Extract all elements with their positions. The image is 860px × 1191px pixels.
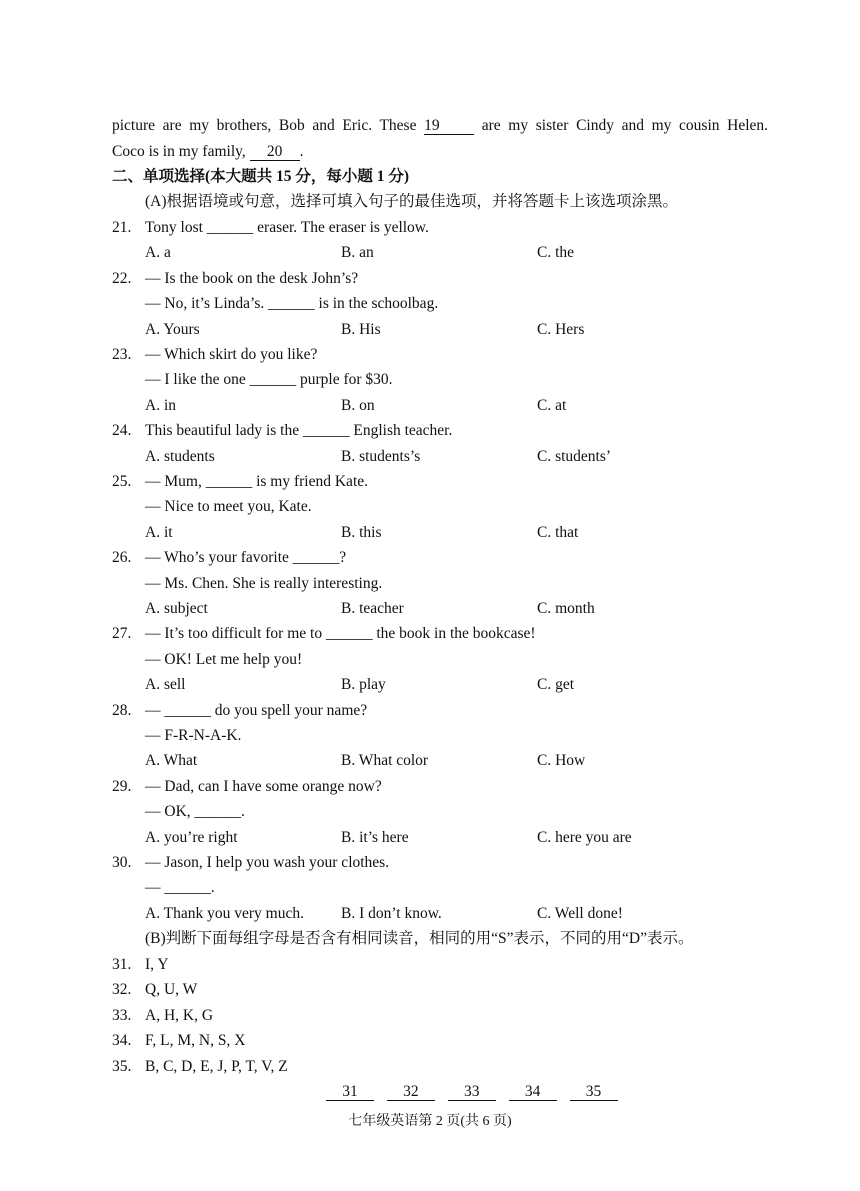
option-a: A. subject	[145, 600, 208, 617]
option-a: A. What	[145, 752, 198, 770]
option-c: C. Well done!	[537, 904, 623, 922]
option-c: C. here you are	[537, 828, 632, 846]
option-a: A. in	[145, 396, 176, 414]
letter-question-number: 32.	[112, 981, 132, 999]
option-b: B. teacher	[341, 600, 404, 617]
question-text: — ______.	[145, 879, 215, 897]
option-b: B. it’s here	[341, 828, 409, 846]
part-b-instruction: (B)判断下面每组字母是否含有相同读音，相同的用“S”表示，不同的用“D”表示。	[145, 930, 694, 947]
question-text: — OK! Let me help you!	[145, 650, 303, 668]
option-c: C. Hers	[537, 320, 585, 338]
answer-blank-35: 35	[570, 1083, 618, 1101]
question-text: — F-R-N-A-K.	[145, 727, 242, 744]
option-b: B. I don’t know.	[341, 904, 442, 922]
question-text: This beautiful lady is the ______ English teacher.	[145, 422, 453, 440]
answer-blank-20: 20	[250, 143, 300, 161]
letter-group: B, C, D, E, J, P, T, V, Z	[145, 1057, 288, 1075]
question-text: — Nice to meet you, Kate.	[145, 498, 312, 516]
question-number: 26.	[112, 549, 132, 567]
option-a: A. you’re right	[145, 828, 238, 846]
option-b: B. play	[341, 676, 386, 694]
passage-text: are my sister Cindy and my cousin Helen.	[481, 117, 769, 134]
option-a: A. it	[145, 523, 173, 541]
letter-group: F, L, M, N, S, X	[145, 1032, 246, 1050]
option-c: C. How	[537, 752, 586, 770]
answer-blank-32: 32	[387, 1083, 435, 1101]
option-b: B. students’s	[341, 447, 421, 465]
question-number: 22.	[112, 269, 132, 287]
option-a: A. Thank you very much.	[145, 904, 304, 922]
passage-line-1	[112, 116, 768, 136]
question-text: — OK, ______.	[145, 803, 245, 821]
question-number: 27.	[112, 625, 132, 643]
option-b: B. an	[341, 244, 374, 262]
option-b: B. on	[341, 396, 375, 414]
letter-group: I, Y	[145, 956, 169, 973]
question-text: — Mum, ______ is my friend Kate.	[145, 473, 369, 490]
question-number: 25.	[112, 473, 132, 490]
question-text: — Ms. Chen. She is really interesting.	[145, 574, 383, 592]
option-c: C. students’	[537, 447, 612, 465]
letter-group: A, H, K, G	[145, 1006, 214, 1024]
question-text: — ______ do you spell your name?	[145, 701, 368, 719]
question-number: 24.	[112, 422, 132, 440]
question-text: — No, it’s Linda’s. ______ is in the schoolbag.	[145, 295, 439, 313]
option-b: B. this	[341, 523, 382, 541]
answer-blank-31: 31	[326, 1083, 374, 1101]
question-text: — Is the book on the desk John’s?	[145, 269, 359, 287]
answer-blank-33: 33	[448, 1083, 496, 1101]
option-a: A. sell	[145, 676, 186, 694]
letter-question-number: 35.	[112, 1057, 132, 1075]
letter-question-number: 34.	[112, 1032, 132, 1050]
letter-question-number: 33.	[112, 1006, 132, 1024]
passage-text: .	[299, 143, 304, 160]
question-text: — Which skirt do you like?	[145, 346, 318, 363]
question-number: 21.	[112, 219, 132, 236]
answer-blank-34: 34	[509, 1083, 557, 1101]
question-text: — It’s too difficult for me to ______ the book in the bookcase!	[145, 625, 536, 643]
question-text: Tony lost ______ eraser. The eraser is yellow.	[145, 219, 429, 236]
option-a: A. a	[145, 244, 171, 262]
question-text: — Dad, can I have some orange now?	[145, 777, 382, 795]
answer-row	[326, 1083, 627, 1101]
option-c: C. get	[537, 676, 575, 694]
question-text: — Jason, I help you wash your clothes.	[145, 854, 390, 871]
question-text: — Who’s your favorite ______?	[145, 549, 347, 567]
answer-blank-19: 19	[424, 117, 474, 135]
option-c: C. that	[537, 523, 579, 541]
question-number: 29.	[112, 777, 132, 795]
option-b: B. His	[341, 320, 381, 338]
passage-text: picture are my brothers, Bob and Eric. These	[112, 117, 417, 134]
option-c: C. the	[537, 244, 575, 262]
part-a-instruction: (A)根据语境或句意，选择可填入句子的最佳选项，并将答题卡上该选项涂黑。	[145, 193, 679, 210]
question-number: 28.	[112, 701, 132, 719]
question-number: 23.	[112, 346, 132, 363]
section-title: 二、单项选择(本大题共 15 分，每小题 1 分)	[112, 168, 410, 185]
question-text: — I like the one ______ purple for $30.	[145, 371, 393, 389]
option-a: A. students	[145, 447, 215, 465]
passage-line-2	[112, 142, 304, 162]
question-number: 30.	[112, 854, 132, 871]
option-b: B. What color	[341, 752, 429, 770]
option-a: A. Yours	[145, 320, 200, 338]
option-c: C. month	[537, 600, 595, 617]
passage-text: Coco is in my family,	[112, 143, 246, 160]
option-c: C. at	[537, 396, 567, 414]
letter-group: Q, U, W	[145, 981, 198, 999]
letter-question-number: 31.	[112, 956, 132, 973]
page-footer: 七年级英语第 2 页(共 6 页)	[348, 1114, 512, 1129]
